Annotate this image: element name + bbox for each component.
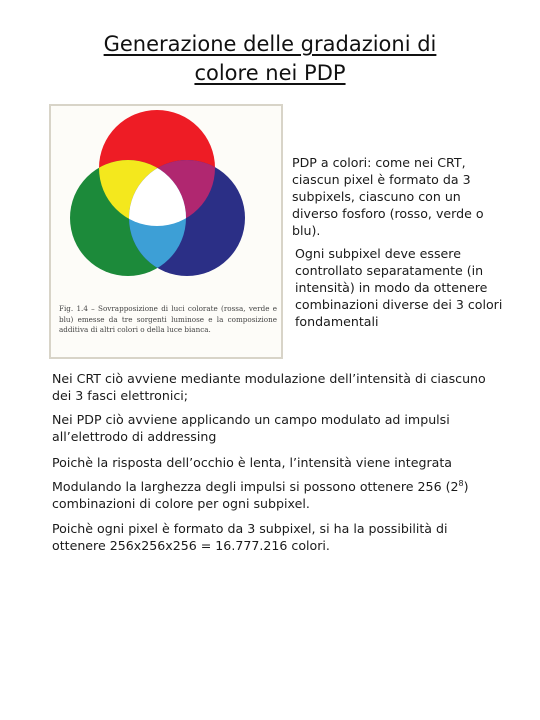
body-paragraph-modulation [52,478,492,512]
page-title [60,30,480,88]
additive-color-figure [49,104,283,359]
exponent: 8 [458,478,464,488]
body-paragraph-crt: Nei CRT ciò avviene mediante modulazione dell’intensità di ciascuno dei 3 fasci elettronici; [52,371,486,403]
body-paragraph-eye: Poichè la risposta dell’occhio è lenta, l’intensità viene integrata [52,455,453,470]
body-paragraph-colors: Poichè ogni pixel è formato da 3 subpixel, si ha la possibilità di ottenere 256x256x256 = 16.777.216 colori. [52,521,448,553]
modulation-text-b: ) combinazioni di colore per ogni subpixel. [52,479,469,511]
figure-caption: Fig. 1.4 – Sovrapposizione di luci colorate (rossa, verde e blu) emesse da tre sorgenti luminose e la composizione additiva di altri colori o della luce bianca. [59,304,277,334]
color-circles-diagram [51,106,281,302]
side-paragraph-1: PDP a colori: come nei CRT, ciascun pixel è formato da 3 subpixels, ciascuno con un diverso fosforo (rosso, verde o blu). [292,155,484,238]
title-line-2: colore nei PDP [194,61,346,85]
body-paragraph-pdp: Nei PDP ciò avviene applicando un campo modulato ad impulsi all’elettrodo di addressing [52,412,450,444]
modulation-text-a: Modulando la larghezza degli impulsi si possono ottenere 256 (2 [52,479,459,494]
side-paragraph-2: Ogni subpixel deve essere controllato separatamente (in intensità) in modo da ottenere combinazioni diverse dei 3 colori fondamentali [295,246,503,329]
title-line-1: Generazione delle gradazioni di [103,32,437,56]
